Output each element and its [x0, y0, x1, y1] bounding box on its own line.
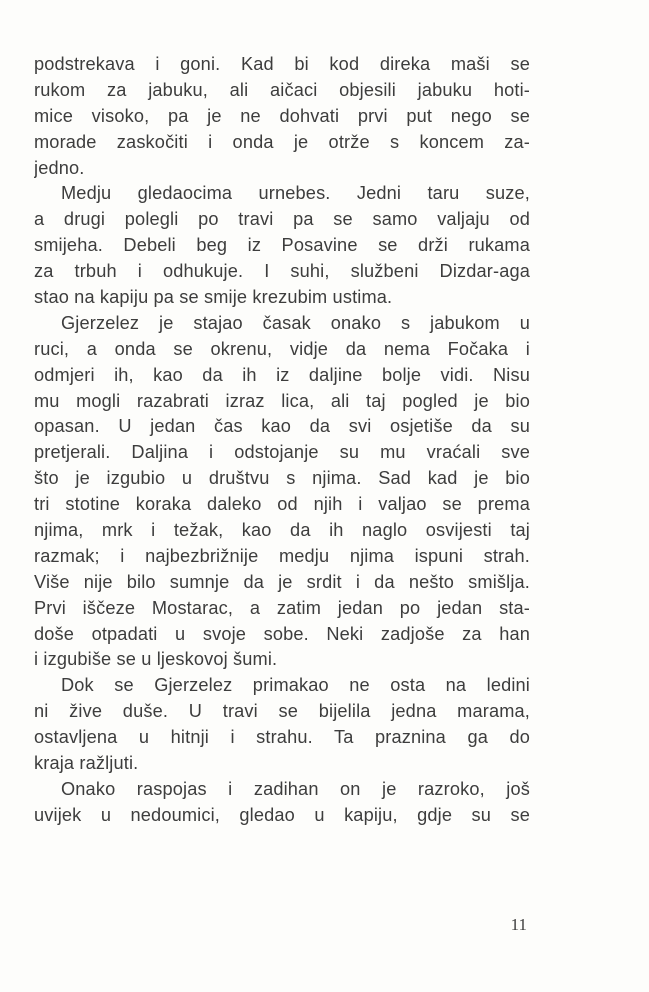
text-line: stao na kapiju pa se smije krezubim ustima.	[34, 287, 393, 308]
text-line: Gjerzelez je stajao časak onako s jabukom u	[61, 312, 530, 333]
text-line: ostavljena u hitnji i strahu. Ta praznina ga do	[34, 727, 530, 748]
text-line: pretjerali. Daljina i odstojanje su mu vraćali sve	[34, 442, 530, 463]
text-line: odmjeri ih, kao da ih iz daljine bolje vidi. Nisu	[34, 364, 530, 385]
text-line: Onako raspojas i zadihan on je razroko, još	[61, 778, 530, 799]
text-line: za trbuh i odhukuje. I suhi, službeni Dizdar-aga	[34, 261, 530, 282]
text-line: uvijek u nedoumici, gledao u kapiju, gdje su se	[34, 804, 530, 825]
text-line: smijeha. Debeli beg iz Posavine se drži rukama	[34, 235, 530, 256]
text-line: što je izgubio u društvu s njima. Sad kad je bio	[34, 468, 530, 489]
text-line: ruci, a onda se okrenu, vidje da nema Fočaka i	[34, 338, 530, 359]
text-line: opasan. U jedan čas kao da svi osjetiše da su	[34, 416, 530, 437]
text-line: kraja ražljuti.	[34, 753, 139, 774]
text-line: Medju gledaocima urnebes. Jedni taru suze,	[61, 183, 530, 204]
text-line: Više nije bilo sumnje da je srdit i da nešto smišlja.	[34, 571, 530, 592]
text-line: Dok se Gjerzelez primakao ne osta na ledini	[61, 675, 530, 696]
text-line: a drugi polegli po travi pa se samo valjaju od	[34, 209, 530, 230]
text-line: morade zaskočiti i onda je otrže s koncem za-	[34, 131, 530, 152]
text-line: tri stotine koraka daleko od njih i valjao se prema	[34, 494, 530, 515]
text-line: rukom za jabuku, ali aičaci objesili jabuku hoti-	[34, 79, 530, 100]
text-line: njima, mrk i težak, kao da ih naglo osvijesti taj	[34, 520, 530, 541]
text-line: Prvi iščeze Mostarac, a zatim jedan po jedan sta-	[34, 597, 530, 618]
text-line: mice visoko, pa je ne dohvati prvi put nego se	[34, 105, 530, 126]
text-line: razmak; i najbezbrižnije medju njima ispuni strah.	[34, 545, 530, 566]
text-line: jedno.	[34, 157, 85, 178]
text-line: ni žive duše. U travi se bijelila jedna marama,	[34, 701, 530, 722]
page-number: 11	[510, 915, 527, 934]
text-line: mu mogli razabrati izraz lica, ali taj pogled je bio	[34, 390, 530, 411]
text-line: podstrekava i goni. Kad bi kod direka maši se	[34, 54, 530, 74]
page-body-text	[34, 52, 530, 829]
text-line: doše otpadati u svoje sobe. Neki zadjoše za han	[34, 623, 530, 644]
text-line: i izgubiše se u ljeskovoj šumi.	[34, 649, 278, 670]
